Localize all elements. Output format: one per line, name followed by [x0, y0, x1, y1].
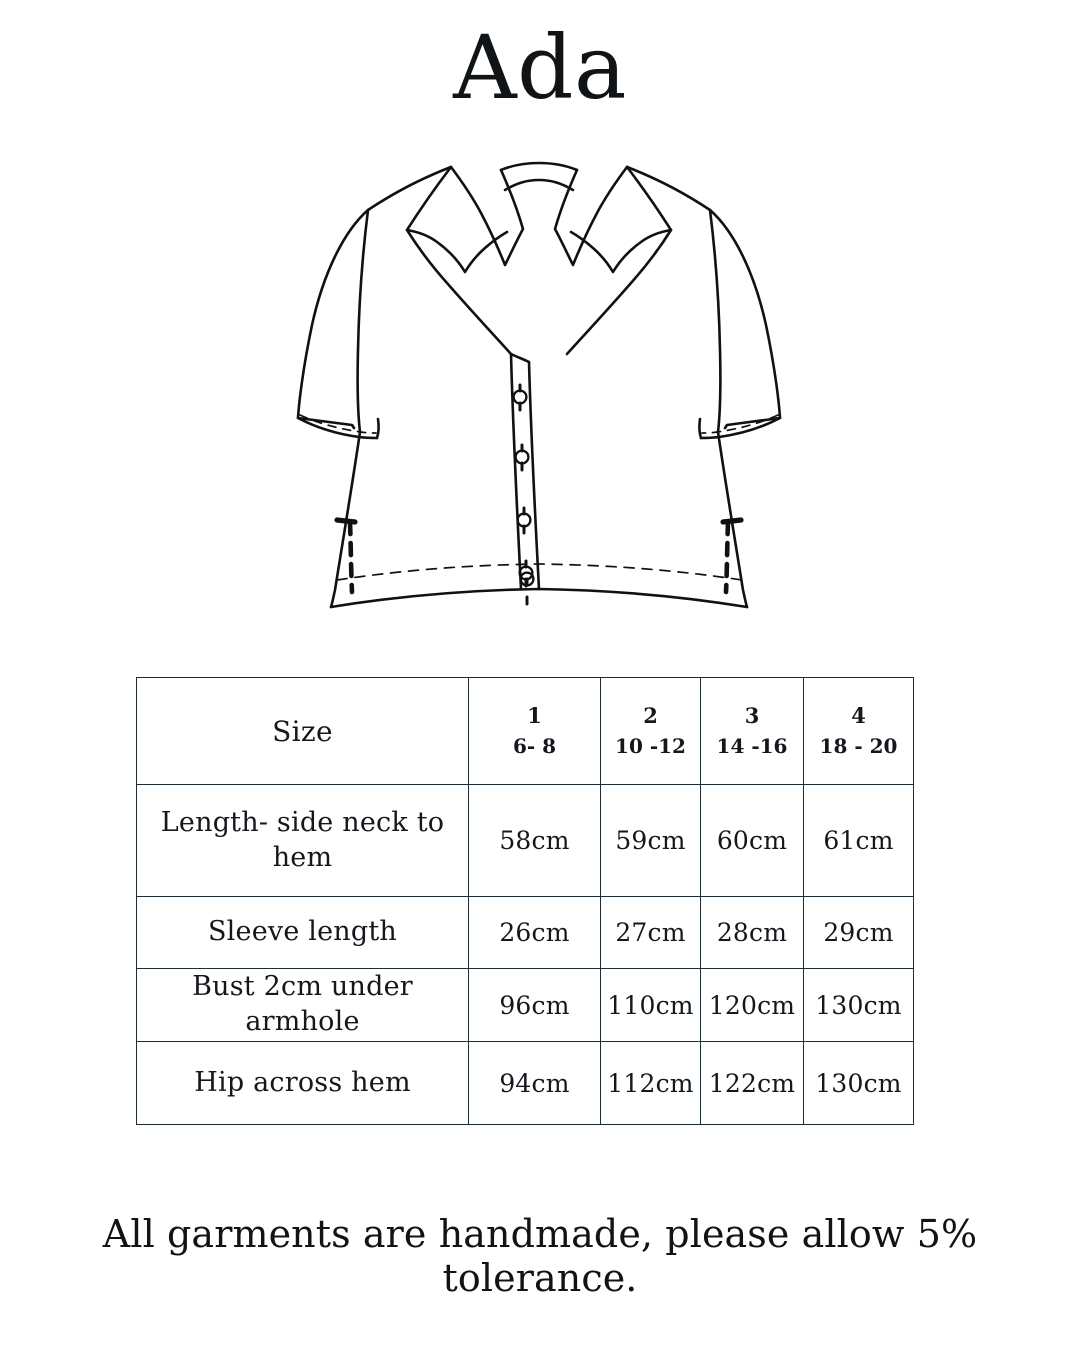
- header-size-3-range: 14 -16: [716, 734, 788, 759]
- shirt-technical-flat-illustration: [255, 110, 825, 610]
- cell-sleeve-size1: 26cm: [469, 897, 601, 969]
- header-size-2: [601, 678, 701, 785]
- table-row: [137, 969, 914, 1042]
- cell-hip-size2: 112cm: [601, 1042, 701, 1125]
- cell-length-size4: 61cm: [804, 785, 914, 897]
- cell-bust-size1: 96cm: [469, 969, 601, 1042]
- cell-sleeve-size3: 28cm: [701, 897, 804, 969]
- cell-length-size1: 58cm: [469, 785, 601, 897]
- header-size-3-number: 3: [744, 702, 760, 728]
- table-row: [137, 897, 914, 969]
- header-size-2-number: 2: [643, 702, 658, 728]
- table-row: [137, 785, 914, 897]
- header-size-4: [804, 678, 914, 785]
- cell-sleeve-size2: 27cm: [601, 897, 701, 969]
- tolerance-note: All garments are handmade, please allow 5% tolerance.: [102, 1212, 978, 1300]
- cell-hip-size1: 94cm: [469, 1042, 601, 1125]
- header-size-2-range: 10 -12: [615, 734, 686, 759]
- header-size-1-range: 6- 8: [512, 734, 557, 759]
- size-chart-table: [136, 677, 914, 1125]
- header-size-label: Size: [137, 678, 469, 785]
- table-row: [137, 1042, 914, 1125]
- row-label-bust: Bust 2cm under armhole: [137, 969, 469, 1042]
- header-size-1-number: 1: [527, 702, 542, 728]
- cell-hip-size3: 122cm: [701, 1042, 804, 1125]
- header-size-3: [701, 678, 804, 785]
- cell-bust-size2: 110cm: [601, 969, 701, 1042]
- cell-hip-size4: 130cm: [804, 1042, 914, 1125]
- header-size-4-range: 18 - 20: [819, 734, 898, 759]
- page-title: Ada: [453, 16, 627, 119]
- cell-length-size2: 59cm: [601, 785, 701, 897]
- row-label-hip: Hip across hem: [137, 1042, 469, 1125]
- cell-length-size3: 60cm: [701, 785, 804, 897]
- cell-sleeve-size4: 29cm: [804, 897, 914, 969]
- table-header-row: [137, 678, 914, 785]
- row-label-length: Length- side neck to hem: [137, 785, 469, 897]
- row-label-sleeve-length: Sleeve length: [137, 897, 469, 969]
- cell-bust-size4: 130cm: [804, 969, 914, 1042]
- header-size-1: [469, 678, 601, 785]
- cell-bust-size3: 120cm: [701, 969, 804, 1042]
- header-size-4-number: 4: [851, 702, 866, 728]
